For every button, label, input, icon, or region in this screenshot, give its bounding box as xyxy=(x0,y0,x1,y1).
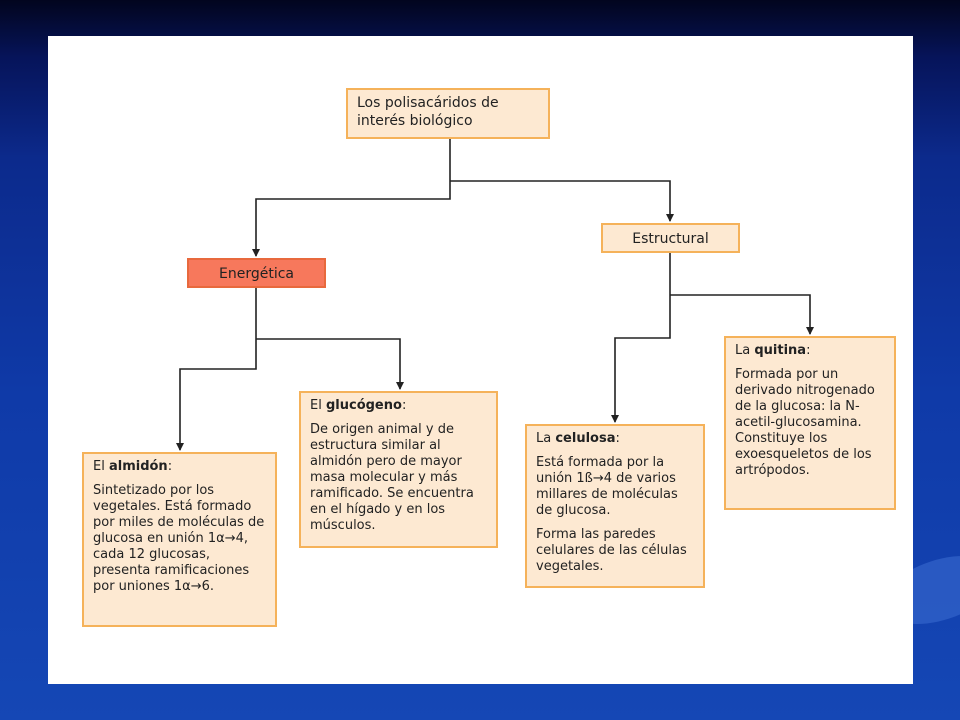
root-label: Los polisacáridos de interés biológico xyxy=(357,95,499,129)
structural-label: Estructural xyxy=(632,231,709,247)
almidon-heading: El almidón: xyxy=(93,459,173,474)
celulosa-description-2: Forma las paredes celulares de las células vegetales. xyxy=(536,527,687,574)
quitina-heading: La quitina: xyxy=(735,343,811,358)
glucogeno-node xyxy=(299,391,498,548)
quitina-node xyxy=(724,336,896,510)
connector-structural-quitina xyxy=(670,295,810,334)
almidon-node xyxy=(82,452,277,627)
connector-energetic-glucogeno xyxy=(256,339,400,389)
almidon-name: almidón xyxy=(108,459,168,474)
celulosa-node xyxy=(525,424,705,588)
glucogeno-name: glucógeno xyxy=(325,398,402,413)
connector-root-structural xyxy=(450,181,670,221)
celulosa-description: Está formada por la unión 1ß→4 de varios millares de moléculas de glucosa. xyxy=(536,455,678,518)
energetic-node xyxy=(187,258,326,288)
quitina-name: quitina xyxy=(754,343,807,358)
celulosa-heading: La celulosa: xyxy=(536,431,620,446)
quitina-description: Formada por un derivado nitrogenado de la glucosa: la N-acetil-glucosamina. Constituye los exoesqueletos de los artrópodos. xyxy=(735,367,875,478)
glucogeno-heading: El glucógeno: xyxy=(310,398,407,413)
diagram-panel xyxy=(48,36,913,684)
celulosa-name: celulosa xyxy=(555,431,616,446)
root-node xyxy=(346,88,550,139)
structural-node xyxy=(601,223,740,253)
connector-root-energetic xyxy=(256,139,450,256)
connector-energetic-almidon xyxy=(180,288,256,450)
glucogeno-description: De origen animal y de estructura similar al almidón pero de mayor masa molecular y más ramificado. Se encuentra en el hígado y en los músculos. xyxy=(310,422,474,533)
connector-structural-celulosa xyxy=(615,253,670,422)
energetic-label: Energética xyxy=(219,266,294,282)
almidon-description: Sintetizado por los vegetales. Está formado por miles de moléculas de glucosa en unión 1α→4, cada 12 glucosas, presenta ramificaciones por uniones 1α→6. xyxy=(93,483,265,594)
